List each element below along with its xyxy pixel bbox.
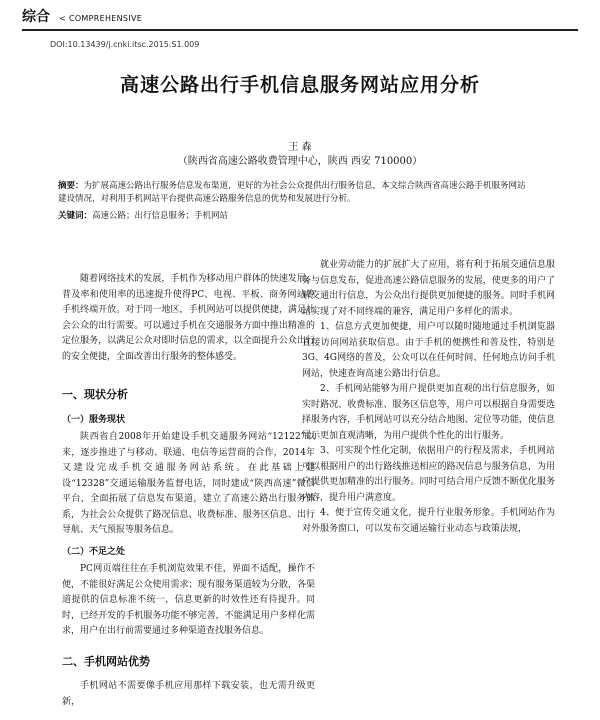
keywords xyxy=(58,210,530,223)
journal-name: < COMPREHENSIVE xyxy=(59,14,143,23)
section-heading-1: 一、现状分析 xyxy=(62,388,128,401)
keywords-label: 关键词： xyxy=(58,211,93,221)
intro-paragraph: 随着网络技术的发展，手机作为移动用户群体的快速发展，普及率和使用率的迅速提升使得PC、电视、平板、商务网站等手机终端开放。对于同一地区，手机网站可以提供便捷，满足社会公众的出行需要。可以通过手机在交通服务方面中推出精准的定位服务，以满足公众对即时信息的需求，以全面提升公众出行的安全便捷，全面改善出行服务的整体感受。 xyxy=(62,274,315,362)
right-paragraph-4: 3、可实现个性化定制，依据用户的行程及需求，手机网站可以根据用户的出行路线推送相应的路况信息与服务信息，为用户提供更加精准的出行服务。同时可结合用户反馈不断优化服务内容，提升用户满意度。 xyxy=(302,446,555,503)
subsection-heading-2: （二）不足之处 xyxy=(62,546,126,557)
paper-title: 高速公路出行手机信息服务网站应用分析 xyxy=(119,74,480,96)
subsection-heading-1: （一）服务现状 xyxy=(62,414,126,425)
section-heading-2: 二、手机网站优势 xyxy=(62,654,150,668)
right-paragraph-5: 4、便于宣传交通文化，提升行业服务形象。手机网站作为对外服务窗口，可以发布交通运输行业动态与政策法规， xyxy=(302,508,555,534)
author: 王 森 xyxy=(288,142,312,153)
abstract-text: 为扩展高速公路出行服务信息发布渠道，更好的为社会公众提供出行服务信息，本文综合陕西省高速公路手机服务网站建设情况，对利用手机网站平台提供高速公路服务信息的优势和发展进行分析。 xyxy=(58,181,526,204)
right-paragraph-2: 1、信息方式更加便捷，用户可以随时随地通过手机浏览器直接访问网站获取信息。由于手机的便携性和普及性，特别是3G、4G网络的普及，公众可以在任何时间、任何地点访问手机网站，快速查询高速公路出行信息。 xyxy=(302,322,555,379)
subsection-2-paragraph: PC网页端往往在手机浏览效果不佳，界面不适配，操作不便，不能很好满足公众使用需求；现有服务渠道较为分散，各渠道提供的信息标准不统一，信息更新的时效性还有待提升。同时，已经开发的手机服务功能不够完善，不能满足用户多样化需求，用户在出行前需要通过多种渠道查找服务信息。 xyxy=(62,564,315,636)
journal-header xyxy=(22,6,578,28)
right-column xyxy=(302,258,555,537)
subsection-1-paragraph: 陕西省自2008年开始建设手机交通服务网站“12122”以来，逐步推进了与移动、联通、电信等运营商的合作，2014年又建设完成手机交通服务网站系统。在此基础上建设“12328”交通运输服务监督电话，同时建成“陕西高速”微信平台，全面拓展了信息发布渠道，建立了高速公路出行服务体系，为社会公众提供了路况信息、收费标准、服务区信息、出行导航、天气预报等服务信息。 xyxy=(62,432,315,535)
keywords-text: 高速公路；出行信息服务；手机网站 xyxy=(92,211,229,221)
header-rule xyxy=(22,29,578,31)
doi: DOI:10.13439/j.cnki.itsc.2015.S1.009 xyxy=(50,40,200,49)
section-2-paragraph: 手机网站不需要像手机应用那样下载安装，也无需升级更新， xyxy=(62,681,315,707)
left-column xyxy=(62,272,315,710)
affiliation: （陕西省高速公路收费管理中心，陕西 西安 710000） xyxy=(177,156,423,167)
section-tag: 综合 xyxy=(22,9,50,25)
right-paragraph-3: 2、手机网站能够为用户提供更加直观的出行信息服务，如实时路况、收费标准、服务区信息等，用户可以根据自身需要选择服务内容，手机网站可以充分结合地图、定位等功能，使信息展示更加直观清晰，为用户提供个性化的出行服务。 xyxy=(302,384,555,441)
abstract-label: 摘要： xyxy=(58,181,84,191)
abstract xyxy=(58,180,530,206)
right-paragraph-1: 就业劳动能力的扩展扩大了应用，将有利于拓展交通信息服务与信息发布，促进高速公路信息服务的发展，使更多的用户了解交通出行信息，为公众出行提供更加便捷的服务。同时手机网站实现了对不同终端的兼容，满足用户多样化的需求。 xyxy=(302,260,555,317)
